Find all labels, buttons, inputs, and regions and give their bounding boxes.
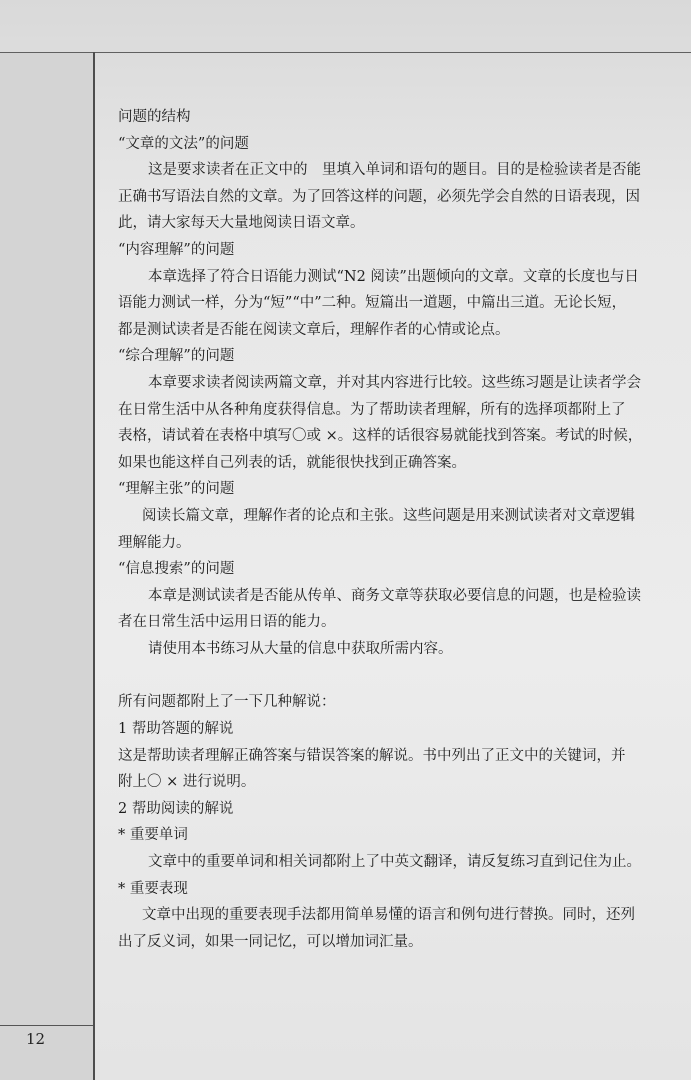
subheading-expressions: * 重要表现 (118, 880, 188, 897)
paragraph-line: 者在日常生活中运用日语的能力。 (118, 614, 336, 631)
paragraph-line: 都是测试读者是否能在阅读文章后，理解作者的心情或论点。 (118, 321, 510, 338)
paragraph-line: 本章要求读者阅读两篇文章，并对其内容进行比较。这些练习题是让读者学会 (148, 374, 641, 391)
paragraph-line: 如果也能这样自己列表的话，就能很快找到正确答案。 (118, 454, 466, 471)
paragraph-line: 正确书写语法自然的文章。为了回答这样的问题，必须先学会自然的日语表现，因 (118, 188, 640, 205)
paragraph-line: 本章是测试读者是否能从传单、商务文章等获取必要信息的问题，也是检验读 (148, 587, 641, 604)
left-vertical-rule (93, 52, 95, 1080)
subheading-vocabulary: * 重要单词 (118, 827, 188, 844)
paragraph-line: 此，请大家每天大量地阅读日语文章。 (118, 215, 365, 232)
section-heading-integrated: “综合理解”的问题 (118, 348, 235, 365)
section-heading-search: “信息搜索”的问题 (118, 561, 235, 578)
section-heading-argument: “理解主张”的问题 (118, 481, 235, 498)
paragraph-line: 理解能力。 (118, 534, 191, 551)
paragraph-line: 本章选择了符合日语能力测试“N2 阅读”出题倾向的文章。文章的长度也与日 (148, 268, 639, 285)
explanation-heading-2: 2 帮助阅读的解说 (118, 800, 234, 817)
explanation-heading-1: 1 帮助答题的解说 (118, 721, 234, 738)
top-rule (0, 52, 691, 53)
explanations-intro: 所有问题都附上了一下几种解说： (118, 694, 336, 711)
section-heading-grammar: “文章的文法”的问题 (118, 135, 249, 152)
page-number-rule (0, 1025, 93, 1026)
section-heading-content: “内容理解”的问题 (118, 241, 235, 258)
paragraph-line: 文章中的重要单词和相关词都附上了中英文翻译，请反复练习直到记住为止。 (148, 854, 641, 871)
page-content (118, 104, 663, 955)
paragraph-line: 文章中出现的重要表现手法都用简单易懂的语言和例句进行替换。同时，还列 (142, 907, 635, 924)
section-title: 问题的结构 (118, 109, 191, 125)
paragraph-line: 出了反义词，如果一同记忆，可以增加词汇量。 (118, 933, 423, 950)
paragraph-line: 这是要求读者在正文中的 里填入单词和语句的题目。目的是检验读者是否能 (148, 162, 641, 179)
page-number: 12 (26, 1030, 46, 1048)
paragraph-line: 表格，请试着在表格中填写〇或 ×。这样的话很容易就能找到答案。考试的时候， (118, 428, 643, 445)
paragraph-line: 这是帮助读者理解正确答案与错误答案的解说。书中列出了正文中的关键词，并 (118, 747, 626, 764)
paragraph-line: 阅读长篇文章，理解作者的论点和主张。这些问题是用来测试读者对文章逻辑 (142, 507, 635, 524)
paragraph-line: 语能力测试一样，分为“短”“中”二种。短篇出一道题，中篇出三道。无论长短， (118, 295, 627, 312)
left-margin-column (0, 53, 93, 1080)
spacer (118, 662, 663, 689)
paragraph-line: 在日常生活中从各种角度获得信息。为了帮助读者理解，所有的选择项都附上了 (118, 401, 626, 418)
paragraph-line: 请使用本书练习从大量的信息中获取所需内容。 (148, 640, 453, 657)
paragraph-line: 附上〇 × 进行说明。 (118, 774, 256, 791)
